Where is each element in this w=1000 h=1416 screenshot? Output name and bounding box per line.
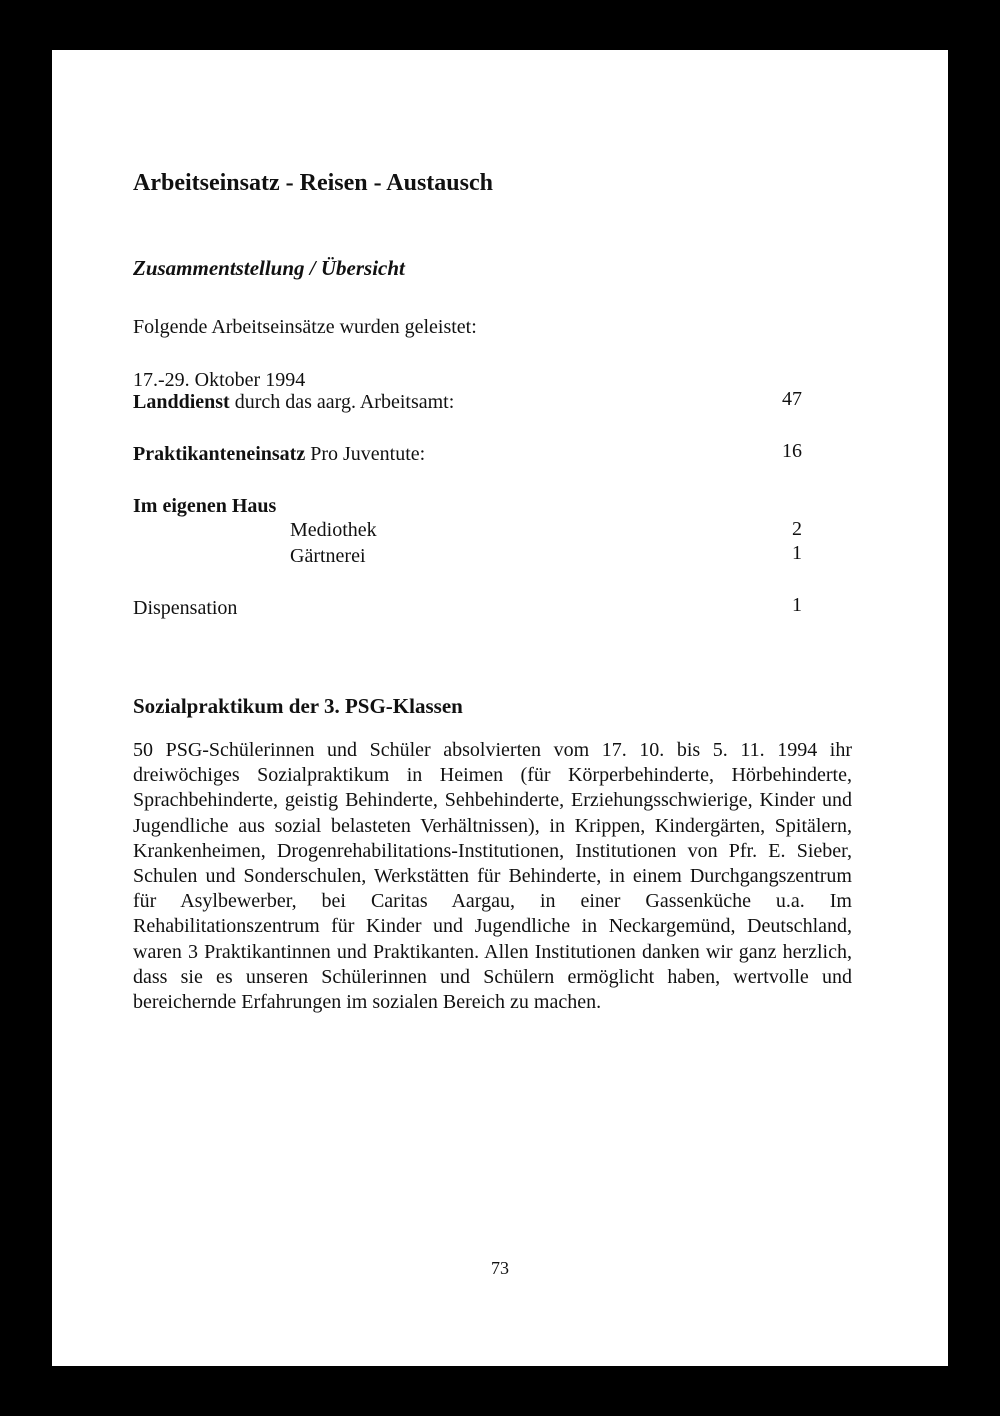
row-gaertnerei-value: 1 [792, 542, 802, 564]
row-mediothek-label: Mediothek [290, 519, 377, 541]
document-page [52, 50, 948, 1366]
row-landdienst-bold: Landdienst [133, 391, 230, 413]
row-landdienst-label [133, 390, 454, 414]
row-praktikanten-label [133, 442, 425, 466]
page-number: 73 [491, 1258, 509, 1278]
row-dispensation-label: Dispensation [133, 597, 238, 619]
row-mediothek-value: 2 [792, 518, 802, 540]
section-subtitle: Zusammentstellung / Übersicht [133, 256, 405, 280]
body-paragraph: 50 PSG-Schülerinnen und Schüler absolvierten vom 17. 10. bis 5. 11. 1994 ihr dreiwöchiges Sozialpraktikum in Heimen (für Körperbehinderte, Hörbehinderte, Sprachbehinderte, geistig Behinderte, Sehbehinderte, Erziehungsschwierige, Kinder und Jugendliche aus sozial belasteten Verhältnissen), in Krippen, Kindergärten, Spitälern, Krankenheimen, Drogenrehabilitations-Institutionen, Institutionen von Pfr. E. Sieber, Schulen und Sonderschulen, Werkstätten für Behinderte, in einem Durchgangszentrum für Asylbewerber, bei Caritas Aargau, in einer Gassenküche u.a. Im Rehabilitationszentrum für Kinder und Jugendliche in Neckargemünd, Deutschland, waren 3 Praktikantinnen und Praktikanten. Allen Institutionen danken wir ganz herzlich, dass sie es unseren Schülerinnen und Schülern ermöglicht haben, wertvolle und bereichernde Erfahrungen im sozialen Bereich zu machen. [133, 739, 852, 1014]
row-praktikanten-rest: Pro Juventute: [305, 443, 426, 465]
intro-text: Folgende Arbeitseinsätze wurden geleistet: [133, 316, 477, 338]
date-line: 17.-29. Oktober 1994 [133, 369, 306, 391]
section-heading: Sozialpraktikum der 3. PSG-Klassen [133, 694, 463, 718]
row-landdienst-value: 47 [782, 388, 802, 410]
row-dispensation-value: 1 [792, 594, 802, 616]
row-praktikanten-value: 16 [782, 440, 802, 462]
row-landdienst-rest: durch das aarg. Arbeitsamt: [229, 391, 455, 413]
row-gaertnerei-label: Gärtnerei [290, 545, 366, 567]
row-praktikanten-bold: Praktikanteneinsatz [133, 443, 306, 465]
page-title: Arbeitseinsatz - Reisen - Austausch [133, 170, 493, 196]
row-eigenes-haus-label: Im eigenen Haus [133, 495, 277, 517]
